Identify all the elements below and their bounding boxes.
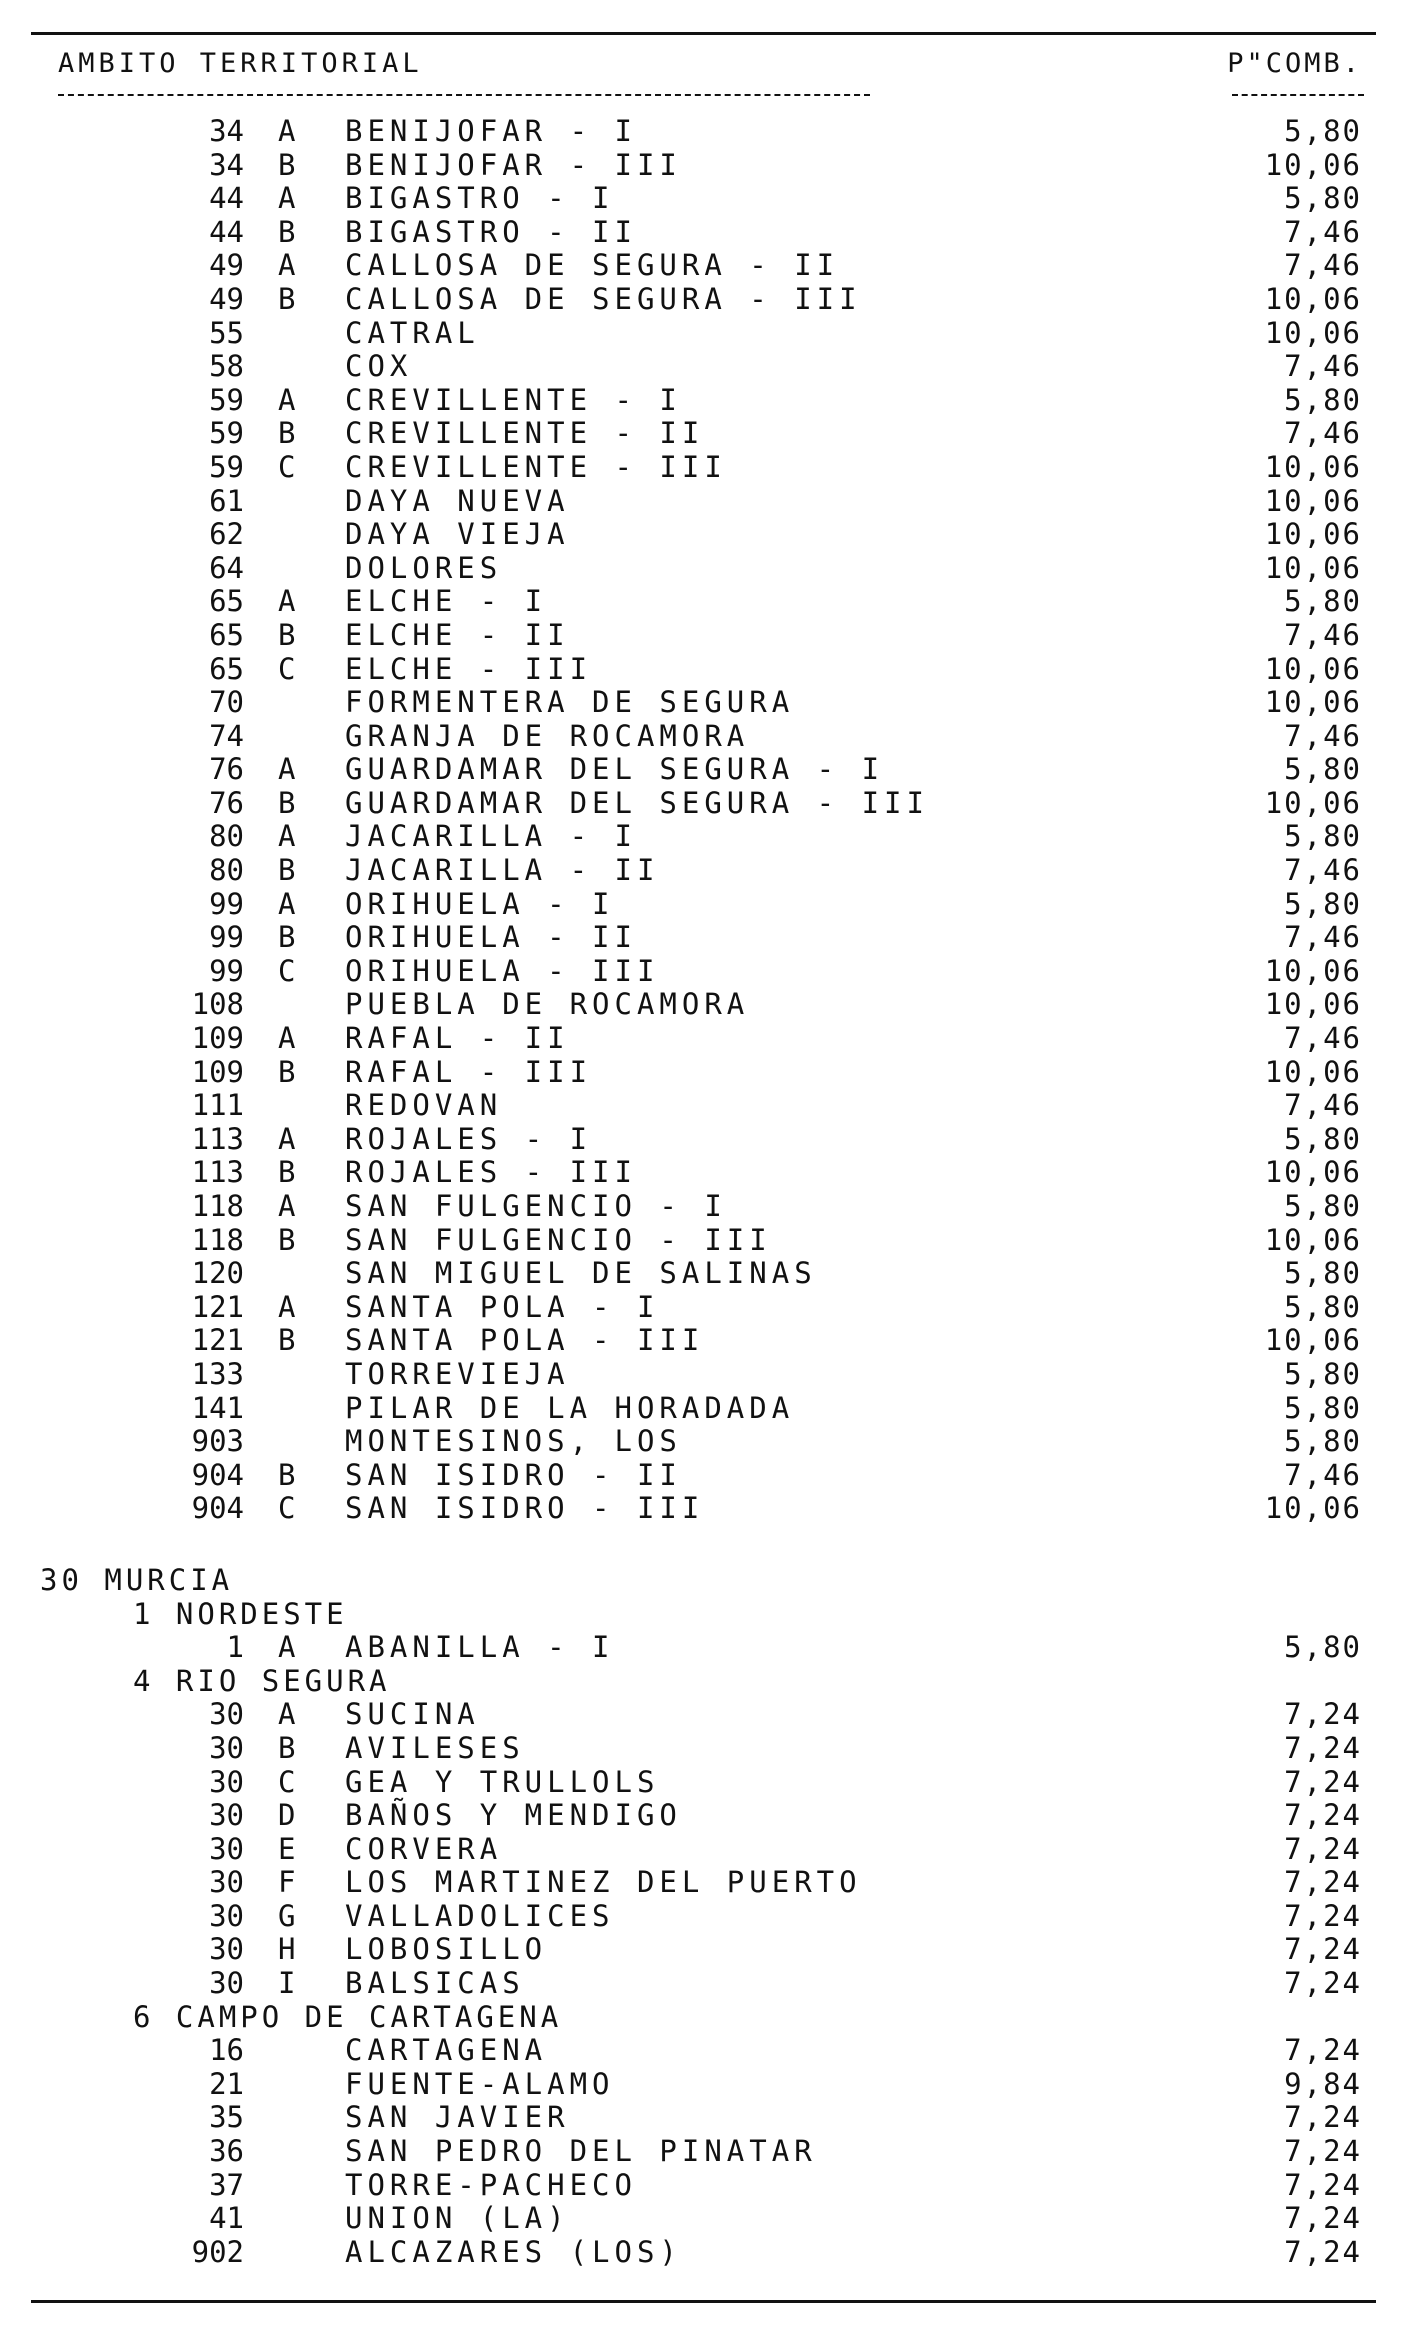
rio-segura-rows <box>0 1698 1404 2000</box>
row-name: BENIJOFAR - I <box>345 114 637 148</box>
row-name: ABANILLA - I <box>345 1630 615 1665</box>
row-value: 7,46 <box>1284 853 1362 888</box>
row-value: 7,46 <box>1284 1457 1362 1492</box>
table-row <box>0 1459 1404 1493</box>
row-value: 5,80 <box>1284 1390 1362 1425</box>
row-name: BIGASTRO - II <box>345 214 637 249</box>
nordeste-rows <box>0 1631 1404 1665</box>
row-name: GRANJA DE ROCAMORA <box>345 718 750 753</box>
row-value: 7,24 <box>1284 2201 1362 2236</box>
table-row <box>0 820 1404 854</box>
row-value: 7,46 <box>1284 416 1362 451</box>
row-code: 109 <box>191 1021 244 1056</box>
row-code: 121 <box>191 1323 244 1358</box>
row-letter: A <box>278 1697 296 1732</box>
row-code: 41 <box>209 2201 244 2236</box>
table-row <box>0 854 1404 888</box>
table-row <box>0 2169 1404 2203</box>
row-letter: A <box>278 886 296 921</box>
row-name: GUARDAMAR DEL SEGURA - III <box>345 785 929 820</box>
row-letter: B <box>278 1323 296 1358</box>
district-label-campo-cartagena: 6 CAMPO DE CARTAGENA <box>133 1999 563 2034</box>
row-letter: C <box>278 953 296 988</box>
row-name: SAN ISIDRO - III <box>345 1491 705 1526</box>
table-row <box>0 720 1404 754</box>
row-value: 7,24 <box>1284 2033 1362 2068</box>
row-code: 62 <box>209 517 244 552</box>
row-code: 58 <box>209 349 244 384</box>
row-letter: A <box>278 181 296 216</box>
row-code: 44 <box>209 214 244 249</box>
row-value: 7,46 <box>1284 1021 1362 1056</box>
row-value: 7,24 <box>1284 1798 1362 1833</box>
row-letter: A <box>278 1021 296 1056</box>
table-row <box>0 2236 1404 2270</box>
row-code: 55 <box>209 315 244 350</box>
row-code: 902 <box>191 2234 244 2269</box>
row-name: BIGASTRO - I <box>345 181 615 216</box>
row-letter: B <box>278 1222 296 1257</box>
table-row <box>0 2202 1404 2236</box>
row-value: 7,46 <box>1284 349 1362 384</box>
table-row <box>0 1156 1404 1190</box>
row-letter: G <box>278 1898 296 1933</box>
row-name: PUEBLA DE ROCAMORA <box>345 987 750 1022</box>
row-name: VALLADOLICES <box>345 1898 615 1933</box>
row-code: 34 <box>209 147 244 182</box>
row-value: 9,84 <box>1284 2066 1362 2101</box>
table-row <box>0 1291 1404 1325</box>
row-letter: A <box>278 382 296 417</box>
row-code: 34 <box>209 114 244 148</box>
table-row <box>0 619 1404 653</box>
row-value: 5,80 <box>1284 1256 1362 1291</box>
row-value: 10,06 <box>1264 449 1362 484</box>
row-value: 10,06 <box>1264 987 1362 1022</box>
row-value: 7,46 <box>1284 718 1362 753</box>
row-name: CALLOSA DE SEGURA - II <box>345 248 840 283</box>
row-letter: B <box>278 785 296 820</box>
row-name: TORRE-PACHECO <box>345 2167 637 2202</box>
row-letter: A <box>278 248 296 283</box>
table-row <box>0 1324 1404 1358</box>
row-name: DAYA VIEJA <box>345 517 570 552</box>
header-dash-left <box>58 94 870 96</box>
row-code: 65 <box>209 651 244 686</box>
row-code: 74 <box>209 718 244 753</box>
row-value: 10,06 <box>1264 147 1362 182</box>
row-name: PILAR DE LA HORADADA <box>345 1390 795 1425</box>
table-row <box>0 350 1404 384</box>
row-letter: C <box>278 651 296 686</box>
row-value: 7,46 <box>1284 617 1362 652</box>
row-name: SAN MIGUEL DE SALINAS <box>345 1256 817 1291</box>
row-letter: E <box>278 1831 296 1866</box>
header-dash-right <box>1232 94 1364 96</box>
table-row <box>0 585 1404 619</box>
row-code: 65 <box>209 584 244 619</box>
row-value: 10,06 <box>1264 785 1362 820</box>
row-value: 7,24 <box>1284 1932 1362 1967</box>
row-letter: A <box>278 752 296 787</box>
row-value: 5,80 <box>1284 181 1362 216</box>
row-name: BAÑOS Y MENDIGO <box>345 1798 682 1833</box>
row-name: DOLORES <box>345 550 503 585</box>
row-code: 30 <box>209 1697 244 1732</box>
row-name: SANTA POLA - I <box>345 1289 660 1324</box>
row-code: 49 <box>209 248 244 283</box>
row-value: 5,80 <box>1284 584 1362 619</box>
table-row <box>0 955 1404 989</box>
row-name: CATRAL <box>345 315 480 350</box>
bottom-rule <box>31 2300 1376 2303</box>
row-code: 121 <box>191 1289 244 1324</box>
row-value: 10,06 <box>1264 953 1362 988</box>
row-name: BALSICAS <box>345 1966 525 2001</box>
table-row <box>0 1833 1404 1867</box>
row-name: RAFAL - III <box>345 1054 593 1089</box>
row-letter: A <box>278 1121 296 1156</box>
row-code: 118 <box>191 1222 244 1257</box>
row-value: 10,06 <box>1264 685 1362 720</box>
row-letter: D <box>278 1798 296 1833</box>
row-value: 7,24 <box>1284 2100 1362 2135</box>
row-letter: F <box>278 1865 296 1900</box>
row-value: 7,24 <box>1284 1898 1362 1933</box>
table-row <box>0 1056 1404 1090</box>
row-letter: B <box>278 1730 296 1765</box>
row-code: 61 <box>209 483 244 518</box>
row-letter: A <box>278 1289 296 1324</box>
table-row <box>0 182 1404 216</box>
row-code: 30 <box>209 1966 244 2001</box>
row-value: 10,06 <box>1264 281 1362 316</box>
row-name: ROJALES - III <box>345 1155 637 1190</box>
row-letter: A <box>278 1630 296 1665</box>
row-code: 16 <box>209 2033 244 2068</box>
row-code: 30 <box>209 1932 244 1967</box>
row-letter: C <box>278 1491 296 1526</box>
table-row <box>0 2068 1404 2102</box>
row-name: SAN ISIDRO - II <box>345 1457 682 1492</box>
row-code: 113 <box>191 1155 244 1190</box>
row-value: 7,24 <box>1284 2234 1362 2269</box>
table-row <box>0 1866 1404 1900</box>
row-name: ELCHE - II <box>345 617 570 652</box>
row-letter: A <box>278 819 296 854</box>
row-value: 5,80 <box>1284 752 1362 787</box>
row-value: 5,80 <box>1284 1356 1362 1391</box>
table-row <box>0 1257 1404 1291</box>
row-code: 76 <box>209 752 244 787</box>
table-row <box>0 921 1404 955</box>
table-row <box>0 2135 1404 2169</box>
table-row <box>0 1799 1404 1833</box>
table-row <box>0 888 1404 922</box>
row-code: 59 <box>209 449 244 484</box>
row-name: TORREVIEJA <box>345 1356 570 1391</box>
row-letter: B <box>278 147 296 182</box>
table-row <box>0 115 1404 149</box>
row-code: 30 <box>209 1865 244 1900</box>
row-name: ROJALES - I <box>345 1121 593 1156</box>
row-code: 21 <box>209 2066 244 2101</box>
table-row <box>0 1698 1404 1732</box>
province-heading <box>0 1564 1404 1598</box>
row-name: ORIHUELA - III <box>345 953 660 988</box>
row-value: 7,24 <box>1284 1764 1362 1799</box>
row-name: GEA Y TRULLOLS <box>345 1764 660 1799</box>
row-code: 36 <box>209 2134 244 2169</box>
row-name: BENIJOFAR - III <box>345 147 682 182</box>
row-name: CORVERA <box>345 1831 503 1866</box>
table-row <box>0 1022 1404 1056</box>
row-name: MONTESINOS, LOS <box>345 1424 682 1459</box>
district-heading-rio-segura <box>0 1665 1404 1699</box>
row-name: SAN FULGENCIO - III <box>345 1222 772 1257</box>
row-code: 99 <box>209 953 244 988</box>
row-name: FUENTE-ALAMO <box>345 2066 615 2101</box>
row-name: LOS MARTINEZ DEL PUERTO <box>345 1865 862 1900</box>
row-letter: A <box>278 584 296 619</box>
table-row <box>0 1900 1404 1934</box>
row-value: 5,80 <box>1284 1424 1362 1459</box>
table-row <box>0 518 1404 552</box>
row-code: 44 <box>209 181 244 216</box>
row-name: JACARILLA - II <box>345 853 660 888</box>
row-code: 76 <box>209 785 244 820</box>
province-label: 30 MURCIA <box>40 1562 234 1597</box>
table-row <box>0 2034 1404 2068</box>
row-value: 10,06 <box>1264 1054 1362 1089</box>
table-row <box>0 485 1404 519</box>
row-code: 65 <box>209 617 244 652</box>
table-row <box>0 1224 1404 1258</box>
row-value: 7,46 <box>1284 920 1362 955</box>
row-code: 903 <box>191 1424 244 1459</box>
table-row <box>0 417 1404 451</box>
table-row <box>0 2101 1404 2135</box>
row-value: 10,06 <box>1264 517 1362 552</box>
row-letter: A <box>278 114 296 148</box>
row-code: 30 <box>209 1898 244 1933</box>
row-name: CREVILLENTE - II <box>345 416 705 451</box>
row-value: 7,46 <box>1284 1088 1362 1123</box>
row-letter: C <box>278 449 296 484</box>
row-code: 59 <box>209 416 244 451</box>
table-row <box>0 283 1404 317</box>
row-code: 37 <box>209 2167 244 2202</box>
row-value: 10,06 <box>1264 1155 1362 1190</box>
table-body <box>0 115 1404 2269</box>
row-value: 10,06 <box>1264 550 1362 585</box>
row-name: GUARDAMAR DEL SEGURA - I <box>345 752 885 787</box>
row-name: CREVILLENTE - I <box>345 382 682 417</box>
row-value: 7,24 <box>1284 1966 1362 2001</box>
table-row <box>0 552 1404 586</box>
row-name: ORIHUELA - I <box>345 886 615 921</box>
row-value: 5,80 <box>1284 1630 1362 1665</box>
row-letter: I <box>278 1966 296 2001</box>
row-value: 10,06 <box>1264 651 1362 686</box>
row-value: 7,46 <box>1284 214 1362 249</box>
table-row <box>0 753 1404 787</box>
row-code: 99 <box>209 920 244 955</box>
row-name: SAN JAVIER <box>345 2100 570 2135</box>
table-row <box>0 1492 1404 1526</box>
row-value: 5,80 <box>1284 1121 1362 1156</box>
row-letter: A <box>278 1189 296 1223</box>
table-row <box>0 216 1404 250</box>
table-row <box>0 1967 1404 2001</box>
row-name: UNION (LA) <box>345 2201 570 2236</box>
row-name: LOBOSILLO <box>345 1932 548 1967</box>
row-name: SANTA POLA - III <box>345 1323 705 1358</box>
row-name: DAYA NUEVA <box>345 483 570 518</box>
row-value: 5,80 <box>1284 382 1362 417</box>
table-row <box>0 384 1404 418</box>
row-name: SUCINA <box>345 1697 480 1732</box>
row-code: 30 <box>209 1831 244 1866</box>
top-rule <box>31 32 1376 35</box>
row-name: ORIHUELA - II <box>345 920 637 955</box>
row-code: 80 <box>209 853 244 888</box>
row-name: ALCAZARES (LOS) <box>345 2234 682 2269</box>
row-code: 904 <box>191 1491 244 1526</box>
district-heading-campo-cartagena <box>0 2001 1404 2035</box>
row-code: 120 <box>191 1256 244 1291</box>
table-row <box>0 1392 1404 1426</box>
row-value: 7,24 <box>1284 1831 1362 1866</box>
row-code: 70 <box>209 685 244 720</box>
row-code: 30 <box>209 1798 244 1833</box>
table-row <box>0 249 1404 283</box>
row-code: 99 <box>209 886 244 921</box>
row-name: CREVILLENTE - III <box>345 449 727 484</box>
row-letter: C <box>278 1764 296 1799</box>
row-code: 141 <box>191 1390 244 1425</box>
table-row <box>0 686 1404 720</box>
table-header <box>0 44 1404 106</box>
row-name: CALLOSA DE SEGURA - III <box>345 281 862 316</box>
table-row <box>0 988 1404 1022</box>
table-row <box>0 653 1404 687</box>
row-code: 49 <box>209 281 244 316</box>
row-letter: B <box>278 920 296 955</box>
row-value: 7,24 <box>1284 1730 1362 1765</box>
header-p-comb: P"COMB. <box>1227 48 1362 79</box>
row-value: 7,46 <box>1284 248 1362 283</box>
row-code: 108 <box>191 987 244 1022</box>
table-row <box>0 1123 1404 1157</box>
row-letter: B <box>278 281 296 316</box>
table-row <box>0 1732 1404 1766</box>
row-code: 64 <box>209 550 244 585</box>
table-row <box>0 1089 1404 1123</box>
row-name: ELCHE - III <box>345 651 593 686</box>
row-value: 7,24 <box>1284 2134 1362 2169</box>
row-letter: B <box>278 1054 296 1089</box>
table-row <box>0 1933 1404 1967</box>
table-row <box>0 1631 1404 1665</box>
row-value: 7,24 <box>1284 2167 1362 2202</box>
row-letter: B <box>278 214 296 249</box>
row-value: 5,80 <box>1284 114 1362 148</box>
district-heading-nordeste <box>0 1598 1404 1632</box>
row-name: FORMENTERA DE SEGURA <box>345 685 795 720</box>
row-letter: H <box>278 1932 296 1967</box>
row-name: COX <box>345 349 413 384</box>
row-value: 5,80 <box>1284 1289 1362 1324</box>
table-row <box>0 787 1404 821</box>
row-code: 111 <box>191 1088 244 1123</box>
campo-cartagena-rows <box>0 2034 1404 2269</box>
row-value: 5,80 <box>1284 819 1362 854</box>
row-name: REDOVAN <box>345 1088 503 1123</box>
row-name: RAFAL - II <box>345 1021 570 1056</box>
row-letter: B <box>278 1457 296 1492</box>
row-value: 5,80 <box>1284 1189 1362 1223</box>
row-code: 109 <box>191 1054 244 1089</box>
row-code: 133 <box>191 1356 244 1391</box>
row-code: 1 <box>226 1630 244 1665</box>
alicante-rows <box>0 115 1404 1526</box>
row-value: 10,06 <box>1264 1323 1362 1358</box>
row-name: SAN FULGENCIO - I <box>345 1189 727 1223</box>
table-row <box>0 1358 1404 1392</box>
row-code: 80 <box>209 819 244 854</box>
district-label-rio-segura: 4 RIO SEGURA <box>133 1663 391 1698</box>
table-row <box>0 1766 1404 1800</box>
row-name: JACARILLA - I <box>345 819 637 854</box>
table-row <box>0 149 1404 183</box>
row-letter: B <box>278 1155 296 1190</box>
row-value: 10,06 <box>1264 1222 1362 1257</box>
row-value: 10,06 <box>1264 1491 1362 1526</box>
row-code: 35 <box>209 2100 244 2135</box>
row-letter: B <box>278 617 296 652</box>
row-value: 10,06 <box>1264 483 1362 518</box>
table-row <box>0 1425 1404 1459</box>
row-code: 113 <box>191 1121 244 1156</box>
row-code: 118 <box>191 1189 244 1223</box>
row-letter: B <box>278 416 296 451</box>
row-value: 7,24 <box>1284 1865 1362 1900</box>
row-letter: B <box>278 853 296 888</box>
table-row <box>0 451 1404 485</box>
row-code: 30 <box>209 1730 244 1765</box>
row-name: ELCHE - I <box>345 584 548 619</box>
row-value: 7,24 <box>1284 1697 1362 1732</box>
table-row <box>0 1190 1404 1224</box>
header-ambito-territorial: AMBITO TERRITORIAL <box>58 48 423 79</box>
row-name: CARTAGENA <box>345 2033 548 2068</box>
row-code: 30 <box>209 1764 244 1799</box>
row-name: SAN PEDRO DEL PINATAR <box>345 2134 817 2169</box>
district-label-nordeste: 1 NORDESTE <box>133 1596 348 1631</box>
row-code: 904 <box>191 1457 244 1492</box>
row-name: AVILESES <box>345 1730 525 1765</box>
row-value: 5,80 <box>1284 886 1362 921</box>
table-row <box>0 317 1404 351</box>
row-value: 10,06 <box>1264 315 1362 350</box>
section-spacer <box>0 1526 1404 1564</box>
row-code: 59 <box>209 382 244 417</box>
